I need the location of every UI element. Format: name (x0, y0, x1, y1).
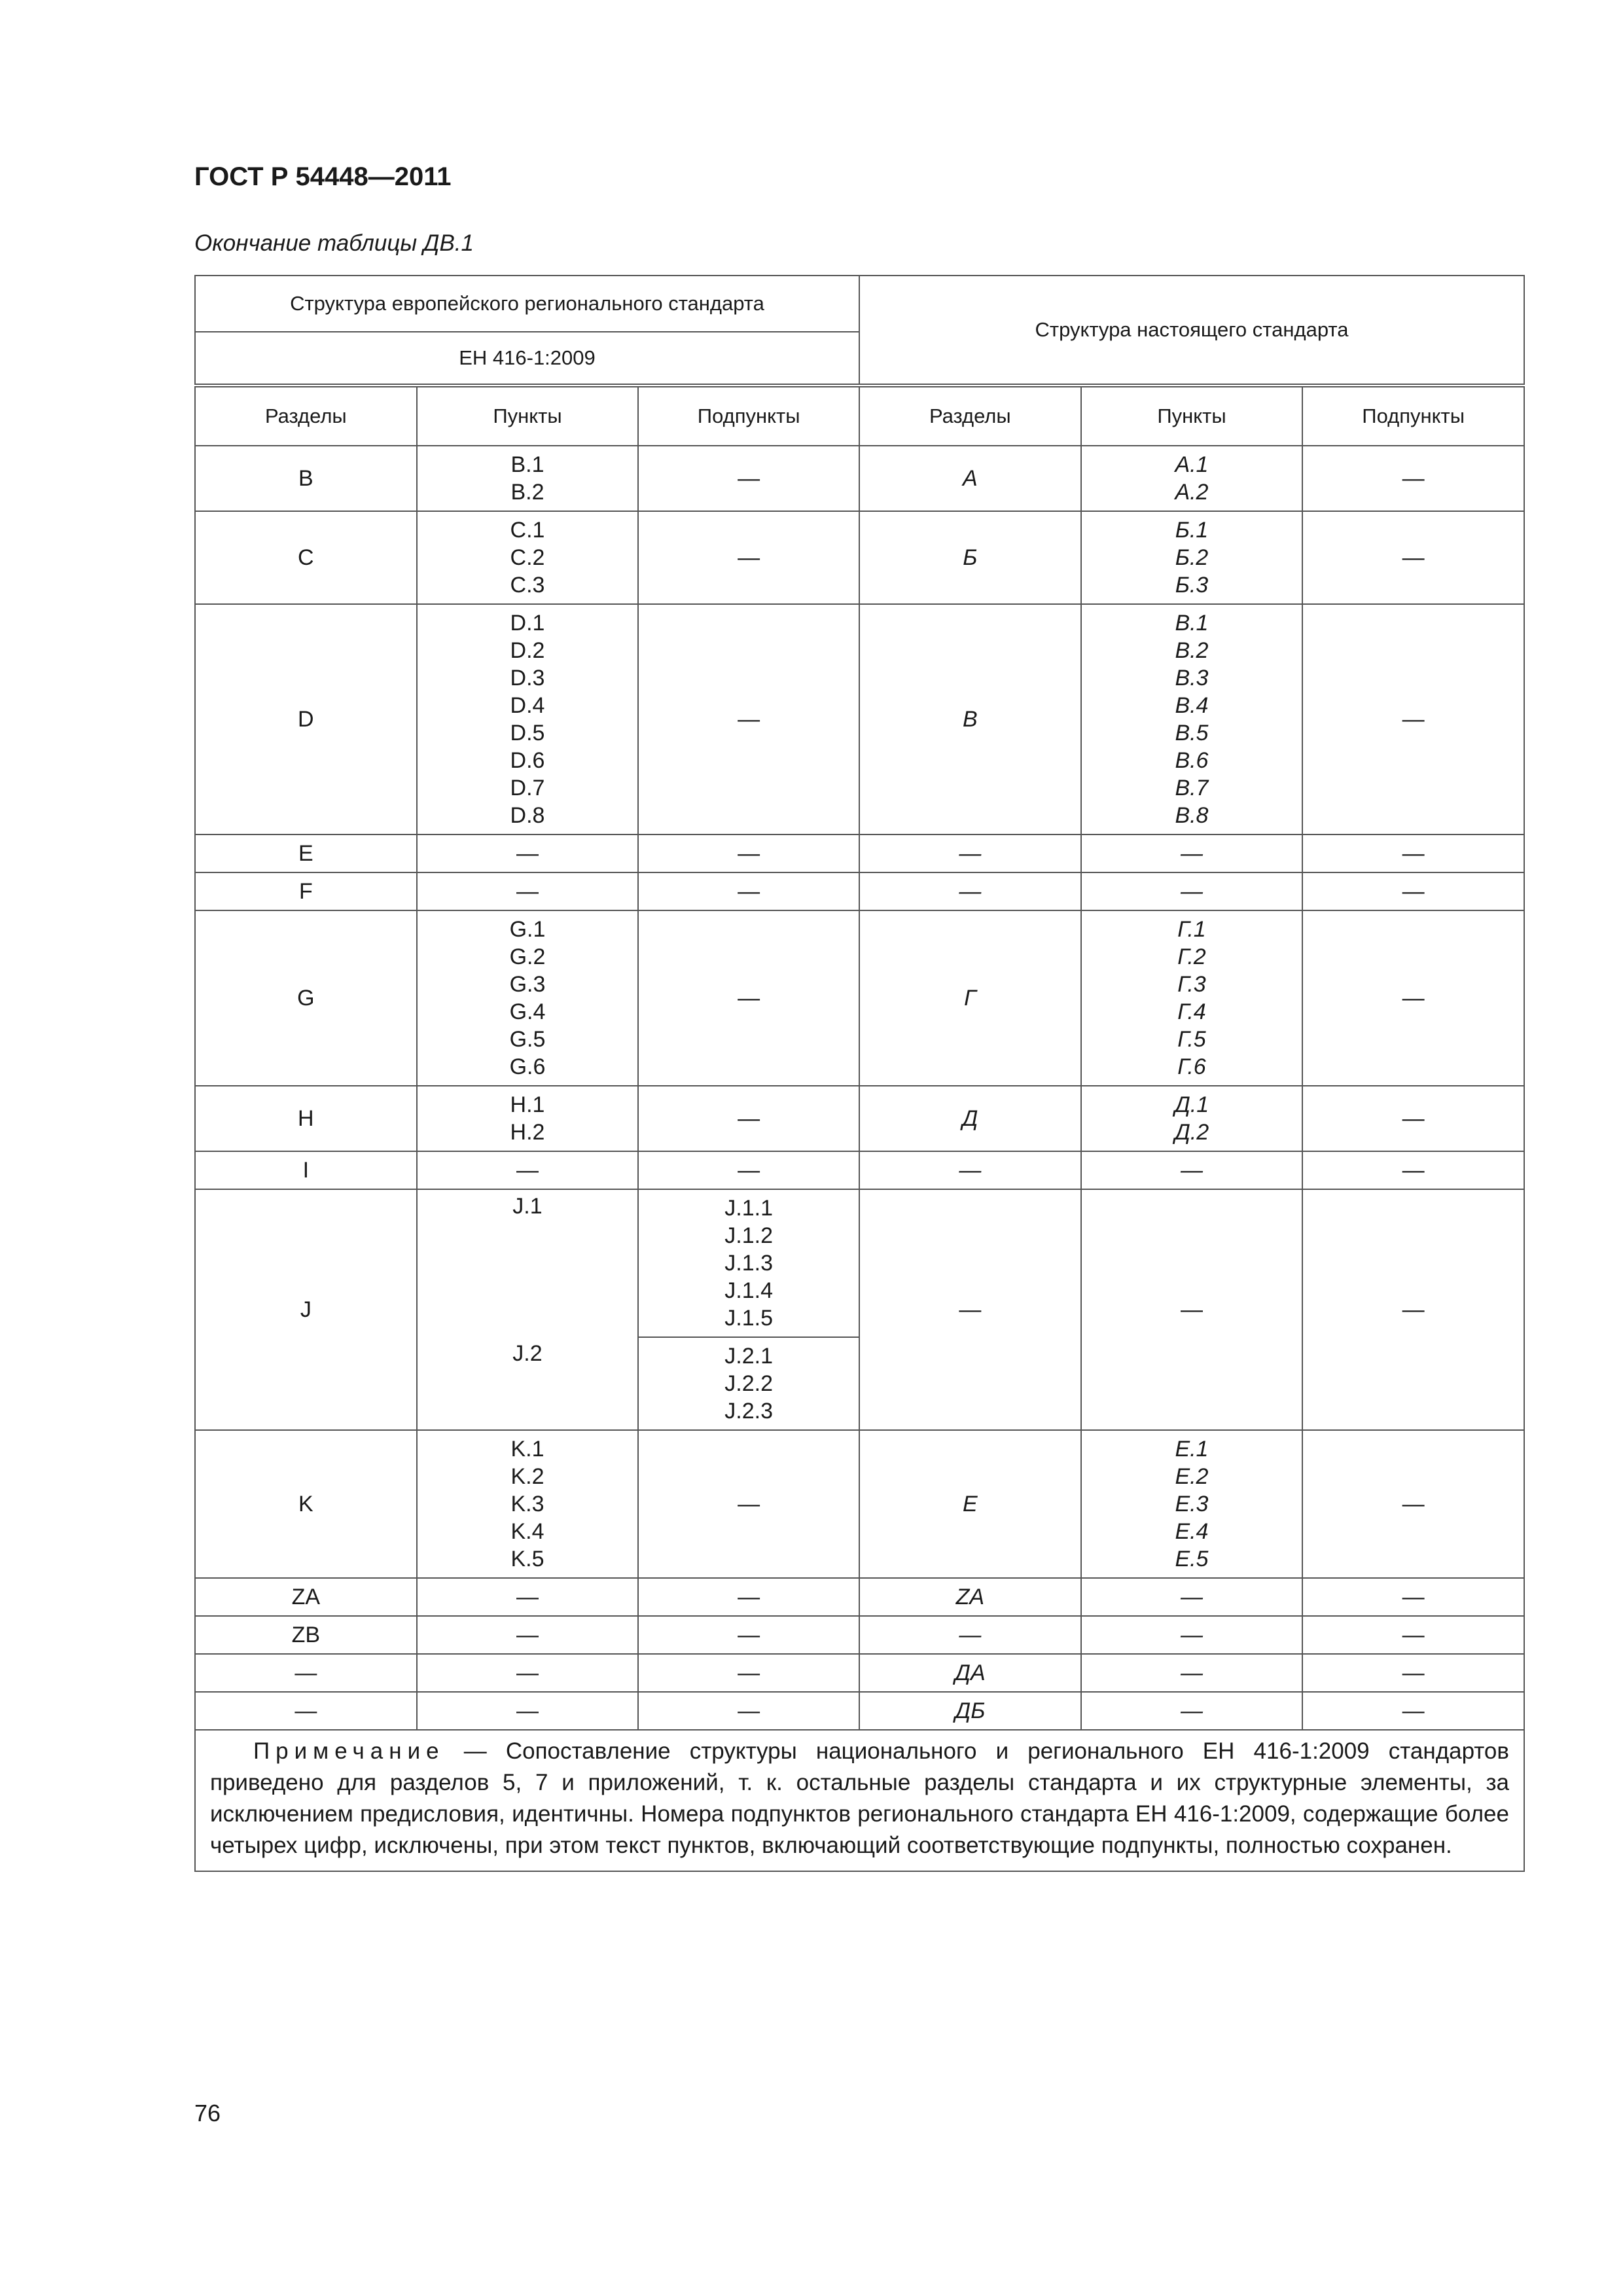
table-row (195, 1189, 1524, 1337)
eu-section-cell: C (195, 511, 417, 604)
eu-subclauses-cell-line: — (738, 707, 760, 732)
eu-subclauses-cell (638, 1430, 859, 1578)
table-row (195, 872, 1524, 910)
eu-subclauses-cell (638, 1692, 859, 1730)
column-header: Пункты (417, 386, 639, 446)
ru-clauses-cell (1081, 1578, 1303, 1616)
ru-section-cell: — (859, 1151, 1081, 1189)
ru-subclauses-cell: — (1302, 1430, 1524, 1578)
eu-clauses-cell (417, 511, 639, 604)
eu-clauses-cell-line: — (516, 841, 539, 866)
eu-subclauses-cell (638, 1189, 859, 1337)
ru-section-cell: Г (859, 910, 1081, 1086)
ru-section-cell: — (859, 1616, 1081, 1654)
ru-section-cell: ZA (859, 1578, 1081, 1616)
eu-subclauses-cell-line: J.2.2 (724, 1371, 773, 1396)
eu-subclauses-cell-line: J.2.3 (724, 1399, 773, 1424)
eu-clauses-cell-line: B.1 (510, 452, 544, 477)
ru-clauses-cell (1081, 1692, 1303, 1730)
eu-subclauses-cell-line: — (738, 1623, 760, 1647)
ru-section-cell: — (859, 834, 1081, 872)
ru-clauses-cell (1081, 872, 1303, 910)
eu-section-cell: J (195, 1189, 417, 1430)
eu-clauses-cell-line: — (516, 1585, 539, 1609)
column-header: Разделы (195, 386, 417, 446)
ru-clauses-cell: — (1081, 1189, 1303, 1430)
eu-clauses-cell-line: H.2 (510, 1120, 545, 1145)
eu-clauses-cell-line: K.3 (510, 1492, 544, 1516)
eu-clauses-cell: J.1 (417, 1189, 639, 1337)
ru-clauses-cell-line: В.6 (1175, 748, 1209, 773)
eu-section-cell: K (195, 1430, 417, 1578)
eu-section-cell: E (195, 834, 417, 872)
ru-clauses-cell-line: Г.1 (1177, 917, 1206, 942)
eu-clauses-cell (417, 1616, 639, 1654)
column-header: Пункты (1081, 386, 1303, 446)
ru-subclauses-cell: — (1302, 872, 1524, 910)
ru-clauses-cell (1081, 834, 1303, 872)
ru-clauses-cell-line: Е.3 (1175, 1492, 1209, 1516)
eu-clauses-cell-line: D.8 (510, 803, 545, 828)
eu-clauses-cell (417, 446, 639, 511)
ru-section-cell: Е (859, 1430, 1081, 1578)
european-structure-header: Структура европейского регионального стандарта (195, 276, 859, 332)
table-row (195, 834, 1524, 872)
table-row (195, 1654, 1524, 1692)
ru-clauses-cell-line: Д.2 (1174, 1120, 1209, 1145)
ru-clauses-cell (1081, 604, 1303, 834)
ru-clauses-cell-line: В.7 (1175, 776, 1209, 800)
eu-section-cell: G (195, 910, 417, 1086)
eu-clauses-cell (417, 604, 639, 834)
eu-clauses-cell-line: C.1 (510, 518, 545, 543)
eu-section-cell: F (195, 872, 417, 910)
ru-clauses-cell (1081, 1654, 1303, 1692)
ru-clauses-cell-line: — (1180, 841, 1203, 866)
eu-clauses-cell-line: — (516, 1660, 539, 1685)
ru-clauses-cell-line: Г.6 (1177, 1054, 1206, 1079)
eu-section-cell: — (195, 1692, 417, 1730)
ru-clauses-cell-line: Г.3 (1177, 972, 1206, 997)
eu-clauses-cell-line: C.3 (510, 573, 545, 598)
eu-subclauses-cell (638, 604, 859, 834)
column-header: Подпункты (1302, 386, 1524, 446)
eu-clauses-cell (417, 910, 639, 1086)
ru-clauses-cell-line: — (1180, 1585, 1203, 1609)
eu-clauses-cell: J.2 (417, 1337, 639, 1430)
eu-subclauses-cell-line: J.1.1 (724, 1196, 773, 1221)
ru-section-cell: Б (859, 511, 1081, 604)
ru-clauses-cell-line: В.8 (1175, 803, 1209, 828)
note-row (195, 1730, 1524, 1871)
eu-clauses-cell-line: — (516, 1698, 539, 1723)
eu-subclauses-cell-line: — (738, 841, 760, 866)
ru-clauses-cell-line: А.2 (1175, 480, 1209, 505)
note-label: Примечание (253, 1738, 445, 1764)
ru-clauses-cell-line: Е.4 (1175, 1519, 1209, 1544)
ru-section-cell: В (859, 604, 1081, 834)
eu-subclauses-cell (638, 1086, 859, 1151)
ru-subclauses-cell: — (1302, 910, 1524, 1086)
table-row (195, 604, 1524, 834)
ru-clauses-cell (1081, 1151, 1303, 1189)
ru-subclauses-cell: — (1302, 1654, 1524, 1692)
ru-clauses-cell-line: В.5 (1175, 721, 1209, 745)
eu-clauses-cell-line: D.7 (510, 776, 545, 800)
ru-clauses-cell-line: Д.1 (1174, 1092, 1209, 1117)
eu-subclauses-cell-line: J.1.2 (724, 1223, 773, 1248)
european-standard-code: ЕН 416-1:2009 (195, 332, 859, 386)
eu-subclauses-cell-line: J.1.4 (724, 1278, 773, 1303)
ru-clauses-cell-line: — (1180, 1698, 1203, 1723)
eu-subclauses-cell-line: J.1.3 (724, 1251, 773, 1276)
table-row (195, 446, 1524, 511)
eu-clauses-cell-line: D.2 (510, 638, 545, 663)
eu-clauses-cell-line: D.4 (510, 693, 545, 718)
eu-clauses-cell (417, 1654, 639, 1692)
ru-clauses-cell-line: — (1180, 879, 1203, 904)
ru-section-cell: ДБ (859, 1692, 1081, 1730)
eu-subclauses-cell (638, 1654, 859, 1692)
national-structure-header: Структура настоящего стандарта (859, 276, 1524, 386)
eu-subclauses-cell-line: — (738, 545, 760, 570)
ru-clauses-cell-line: Г.4 (1177, 999, 1206, 1024)
ru-subclauses-cell: — (1302, 1151, 1524, 1189)
eu-clauses-cell (417, 1086, 639, 1151)
table-row (195, 1086, 1524, 1151)
ru-subclauses-cell: — (1302, 1616, 1524, 1654)
ru-clauses-cell-line: В.2 (1175, 638, 1209, 663)
eu-subclauses-cell-line: — (738, 1158, 760, 1183)
eu-subclauses-cell (638, 1578, 859, 1616)
eu-section-cell: ZA (195, 1578, 417, 1616)
eu-subclauses-cell-line: — (738, 986, 760, 1011)
eu-clauses-cell-line: H.1 (510, 1092, 545, 1117)
eu-clauses-cell (417, 1692, 639, 1730)
eu-clauses-cell-line: B.2 (510, 480, 544, 505)
table-row (195, 1578, 1524, 1616)
ru-clauses-cell-line: В.4 (1175, 693, 1209, 718)
ru-section-cell: — (859, 1189, 1081, 1430)
eu-clauses-cell-line: C.2 (510, 545, 545, 570)
eu-clauses-cell (417, 834, 639, 872)
ru-clauses-cell (1081, 1086, 1303, 1151)
ru-clauses-cell-line: В.3 (1175, 666, 1209, 691)
table-row (195, 1692, 1524, 1730)
eu-clauses-cell-line: G.1 (509, 917, 546, 942)
ru-clauses-cell-line: Е.2 (1175, 1464, 1209, 1489)
eu-clauses-cell-line: D.5 (510, 721, 545, 745)
eu-subclauses-cell-line: — (738, 879, 760, 904)
ru-clauses-cell-line: Е.1 (1175, 1437, 1209, 1462)
eu-subclauses-cell (638, 910, 859, 1086)
eu-clauses-cell-line: G.5 (509, 1027, 546, 1052)
ru-subclauses-cell: — (1302, 834, 1524, 872)
document-title: ГОСТ Р 54448—2011 (194, 162, 452, 191)
eu-clauses-cell-line: K.2 (510, 1464, 544, 1489)
eu-clauses-cell-line: K.1 (510, 1437, 544, 1462)
table-row (195, 511, 1524, 604)
eu-clauses-cell (417, 1578, 639, 1616)
ru-subclauses-cell: — (1302, 1578, 1524, 1616)
eu-subclauses-cell (638, 1616, 859, 1654)
eu-section-cell: I (195, 1151, 417, 1189)
eu-subclauses-cell-line: — (738, 1492, 760, 1516)
ru-clauses-cell-line: В.1 (1175, 611, 1209, 636)
eu-subclauses-cell-line: — (738, 1106, 760, 1131)
ru-clauses-cell (1081, 910, 1303, 1086)
ru-section-cell: Д (859, 1086, 1081, 1151)
ru-clauses-cell (1081, 1616, 1303, 1654)
ru-subclauses-cell: — (1302, 511, 1524, 604)
eu-clauses-cell (417, 1430, 639, 1578)
eu-clauses-cell-line: D.3 (510, 666, 545, 691)
eu-subclauses-cell (638, 834, 859, 872)
eu-clauses-cell-line: G.3 (509, 972, 546, 997)
ru-section-cell: А (859, 446, 1081, 511)
ru-section-cell: — (859, 872, 1081, 910)
eu-clauses-cell-line: K.5 (510, 1547, 544, 1571)
eu-clauses-cell-line: D.1 (510, 611, 545, 636)
eu-subclauses-cell-line: — (738, 466, 760, 491)
ru-clauses-cell (1081, 511, 1303, 604)
eu-clauses-cell-line: — (516, 879, 539, 904)
eu-clauses-cell-line: D.6 (510, 748, 545, 773)
eu-clauses-cell-line: G.2 (509, 944, 546, 969)
ru-clauses-cell (1081, 1430, 1303, 1578)
table-row (195, 1430, 1524, 1578)
eu-section-cell: ZB (195, 1616, 417, 1654)
table-note (195, 1730, 1524, 1871)
table-row (195, 1616, 1524, 1654)
eu-clauses-cell-line: G.4 (509, 999, 546, 1024)
ru-subclauses-cell: — (1302, 446, 1524, 511)
eu-subclauses-cell-line: J.1.5 (724, 1306, 773, 1331)
ru-clauses-cell-line: Б.2 (1175, 545, 1209, 570)
structure-comparison-table (194, 275, 1525, 1872)
ru-clauses-cell (1081, 446, 1303, 511)
ru-clauses-cell-line: — (1180, 1660, 1203, 1685)
eu-subclauses-cell-line: — (738, 1585, 760, 1609)
eu-clauses-cell-line: — (516, 1623, 539, 1647)
eu-subclauses-cell-line: J.2.1 (724, 1344, 773, 1369)
note-text: — Сопоставление структуры национального и регионального ЕН 416-1:2009 стандартов приведено для разделов 5, 7 и приложений, т. к. остальные разделы стандарта и их структурные элементы, за исключением предисловия, идентичны. Номера подпунктов регионального стандарта ЕН 416-1:2009, содержащие более четырех цифр, исключены, при этом текст пунктов, включающий соответствующие подпункты, полностью сохранен. (210, 1738, 1509, 1858)
eu-clauses-cell (417, 872, 639, 910)
eu-clauses-cell-line: K.4 (510, 1519, 544, 1544)
eu-subclauses-cell (638, 1337, 859, 1430)
eu-section-cell: H (195, 1086, 417, 1151)
ru-clauses-cell-line: — (1180, 1158, 1203, 1183)
table-row (195, 1151, 1524, 1189)
table-row (195, 910, 1524, 1086)
column-header: Разделы (859, 386, 1081, 446)
eu-clauses-cell-line: G.6 (509, 1054, 546, 1079)
eu-clauses-cell (417, 1151, 639, 1189)
ru-clauses-cell-line: Г.2 (1177, 944, 1206, 969)
eu-clauses-cell-line: — (516, 1158, 539, 1183)
ru-subclauses-cell: — (1302, 604, 1524, 834)
ru-subclauses-cell: — (1302, 1189, 1524, 1430)
ru-clauses-cell-line: Г.5 (1177, 1027, 1206, 1052)
eu-subclauses-cell (638, 1151, 859, 1189)
ru-subclauses-cell: — (1302, 1692, 1524, 1730)
ru-clauses-cell-line: Б.3 (1175, 573, 1209, 598)
eu-section-cell: — (195, 1654, 417, 1692)
ru-section-cell: ДА (859, 1654, 1081, 1692)
column-header: Подпункты (638, 386, 859, 446)
eu-subclauses-cell-line: — (738, 1660, 760, 1685)
ru-clauses-cell-line: А.1 (1175, 452, 1209, 477)
eu-section-cell: B (195, 446, 417, 511)
ru-clauses-cell-line: Б.1 (1175, 518, 1209, 543)
ru-clauses-cell-line: — (1180, 1623, 1203, 1647)
ru-clauses-cell-line: Е.5 (1175, 1547, 1209, 1571)
page-number: 76 (194, 2100, 221, 2126)
eu-section-cell: D (195, 604, 417, 834)
table-caption: Окончание таблицы ДВ.1 (194, 230, 474, 256)
eu-subclauses-cell-line: — (738, 1698, 760, 1723)
eu-subclauses-cell (638, 446, 859, 511)
eu-subclauses-cell (638, 511, 859, 604)
ru-subclauses-cell: — (1302, 1086, 1524, 1151)
eu-subclauses-cell (638, 872, 859, 910)
